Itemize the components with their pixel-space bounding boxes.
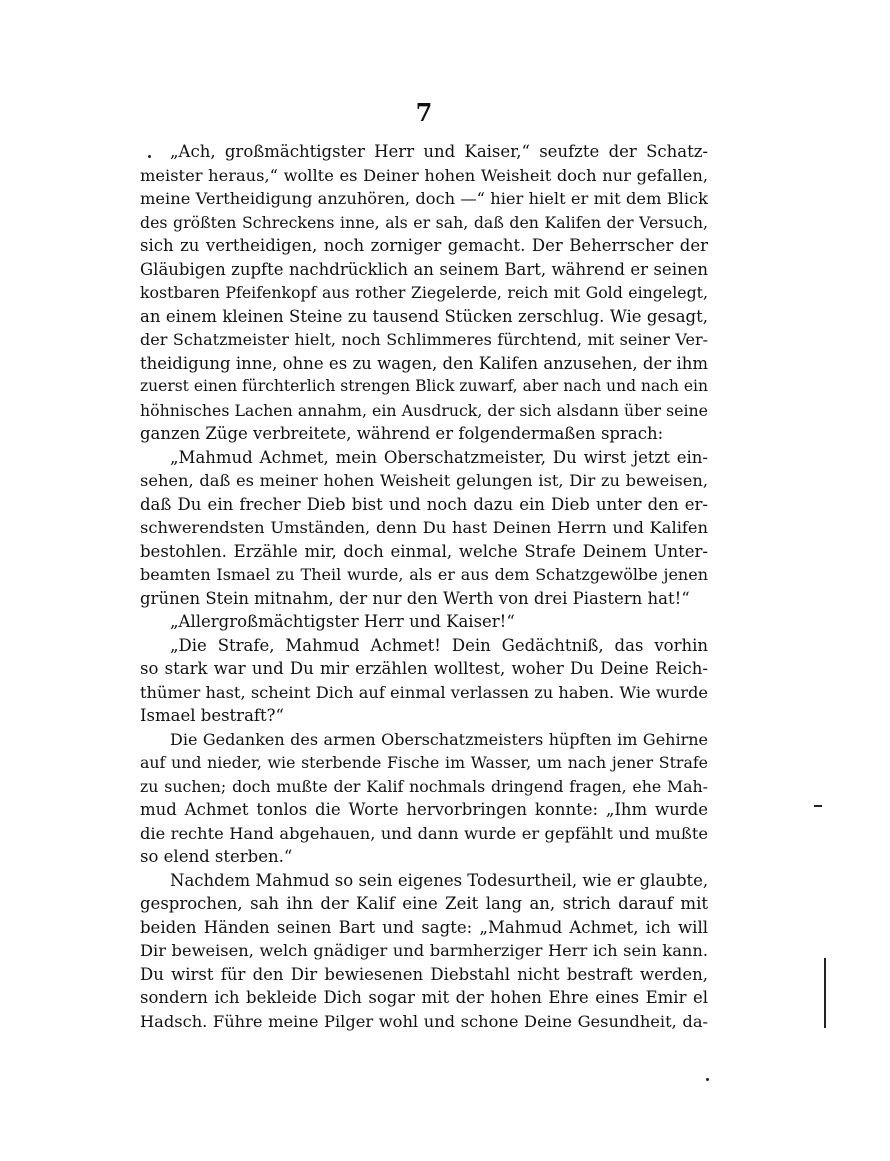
text-line: meister heraus,“ wollte es Deiner hohen Weisheit doch nur gefallen, <box>140 165 708 185</box>
text-line: „Allergroßmächtigster Herr und Kaiser!“ <box>170 612 515 631</box>
text-line: beiden Händen seinen Bart und sagte: „Mahmud Achmet, ich will <box>140 917 708 937</box>
text-line: theidigung inne, ohne es zu wagen, den Kalifen anzusehen, der ihm <box>140 353 708 373</box>
text-line: zuerst einen fürchterlich strengen Blick zuwarf, aber nach und nach ein <box>140 377 708 395</box>
body-text <box>140 140 708 1033</box>
text-line: Du wirst für den Dir bewiesenen Diebstahl nicht bestraft werden, <box>140 964 708 984</box>
text-line: „Mahmud Achmet, mein Oberschatzmeister, Du wirst jetzt ein- <box>170 447 708 467</box>
text-line: Die Gedanken des armen Oberschatzmeisters hüpften im Gehirne <box>170 729 708 749</box>
text-line: der Schatzmeister hielt, noch Schlimmeres fürchtend, mit seiner Ver- <box>140 330 708 349</box>
text-line: gesprochen, sah ihn der Kalif eine Zeit lang an, strich darauf mit <box>140 894 708 913</box>
text-line: Gläubigen zupfte nachdrücklich an seinem Bart, während er seinen <box>140 259 708 279</box>
text-line: ganzen Züge verbreitete, während er folgendermaßen sprach: <box>140 424 664 443</box>
text-line: sondern ich bekleide Dich sogar mit der hohen Ehre eines Emir el <box>140 988 708 1007</box>
text-line: schwerendsten Umständen, denn Du hast Deinen Herrn und Kalifen <box>140 518 708 537</box>
text-line: Ismael bestraft?“ <box>140 706 284 725</box>
text-line: so elend sterben.“ <box>140 847 293 866</box>
text-line: so stark war und Du mir erzählen wolltest, woher Du Deine Reich- <box>140 659 708 678</box>
text-line: bestohlen. Erzähle mir, doch einmal, welche Strafe Deinem Unter- <box>140 541 708 561</box>
margin-speck <box>148 155 151 158</box>
text-line: Dir beweisen, welch gnädiger und barmherziger Herr ich sein kann. <box>140 941 708 960</box>
bottom-speck <box>706 1078 709 1081</box>
text-line: „Die Strafe, Mahmud Achmet! Dein Gedächtniß, das vorhin <box>170 635 708 655</box>
text-line: „Ach, großmächtigster Herr und Kaiser,“ seufzte der Schatz- <box>170 142 708 161</box>
margin-dash <box>814 805 822 807</box>
text-line: Nachdem Mahmud so sein eigenes Todesurtheil, wie er glaubte, <box>170 870 708 890</box>
text-line: Hadsch. Führe meine Pilger wohl und schone Deine Gesundheit, da- <box>140 1011 708 1031</box>
text-line: beamten Ismael zu Theil wurde, als er aus dem Schatzgewölbe jenen <box>140 565 708 584</box>
text-line: mud Achmet tonlos die Worte hervorbringen konnte: „Ihm wurde <box>140 800 708 819</box>
text-line: zu suchen; doch mußte der Kalif nochmals dringend fragen, ehe Mah- <box>140 776 708 796</box>
text-line: grünen Stein mitnahm, der nur den Werth von drei Piastern hat!“ <box>140 588 690 608</box>
text-line: des größten Schreckens inne, als er sah, daß den Kalifen der Versuch, <box>140 212 708 232</box>
text-line: sehen, daß es meiner hohen Weisheit gelungen ist, Dir zu beweisen, <box>140 471 708 490</box>
text-line: thümer hast, scheint Dich auf einmal verlassen zu haben. Wie wurde <box>140 682 708 702</box>
margin-rule <box>824 958 826 1028</box>
page-number: 7 <box>415 98 433 127</box>
text-line: auf und nieder, wie sterbende Fische im Wasser, um nach jener Strafe <box>140 753 708 772</box>
text-line: an einem kleinen Steine zu tausend Stücken zerschlug. Wie gesagt, <box>140 306 708 326</box>
text-line: die rechte Hand abgehauen, und dann wurde er gepfählt und mußte <box>140 823 708 843</box>
text-line: kostbaren Pfeifenkopf aus rother Ziegelerde, reich mit Gold eingelegt, <box>140 283 708 302</box>
text-line: meine Vertheidigung anzuhören, doch —“ hier hielt er mit dem Blick <box>140 189 708 208</box>
text-line: daß Du ein frecher Dieb bist und noch dazu ein Dieb unter den er- <box>140 494 708 514</box>
text-line: sich zu vertheidigen, noch zorniger gemacht. Der Beherrscher der <box>140 236 708 255</box>
text-line: höhnisches Lachen annahm, ein Ausdruck, der sich alsdann über seine <box>140 400 708 420</box>
